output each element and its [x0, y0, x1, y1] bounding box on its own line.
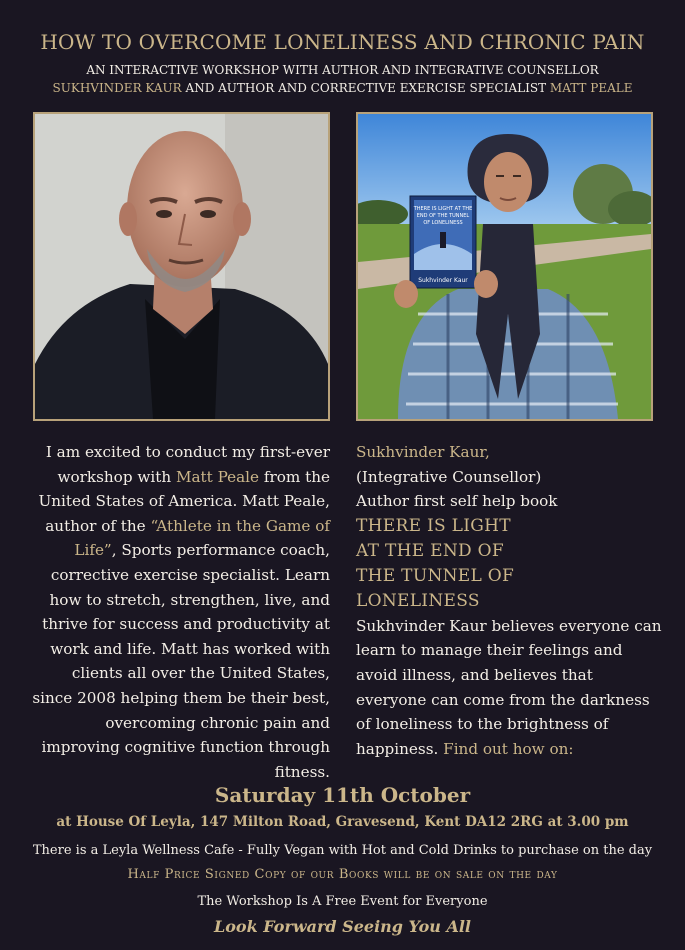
left-name-matt: Matt Peale: [175, 467, 260, 486]
page-title: HOW TO OVERCOME LONELINESS AND CHRONIC PAIN: [40, 30, 645, 54]
book-cover-author: Sukhvinder Kaur: [418, 277, 468, 284]
book-title-line-4: LONELINESS: [356, 590, 480, 611]
svg-text:END OF THE TUNNEL: END OF THE TUNNEL: [416, 213, 470, 219]
left-text-1: I am excited to conduct my first-ever workshop with: [45, 443, 330, 486]
subtitle-line-2: [0, 79, 685, 97]
subtitle-line-1: AN INTERACTIVE WORKSHOP WITH AUTHOR AND INTEGRATIVE COUNSELLOR: [86, 63, 599, 77]
event-venue: at House Of Leyla, 147 Milton Road, Gravesend, Kent DA12 2RG at 3.00 pm: [56, 814, 629, 830]
free-event-note: The Workshop Is A Free Event for Everyone: [197, 894, 488, 909]
book-title-line-3: THE TUNNEL OF: [356, 565, 515, 586]
books-offer: Half Price Signed Copy of our Books will be on sale on the day: [127, 867, 558, 882]
book-cover: [410, 196, 476, 288]
author-name-sukhvinder: SUKHVINDER KAUR: [52, 81, 182, 95]
book-cover-title: THERE IS LIGHT AT THE: [413, 206, 473, 212]
closing-line: Look Forward Seeing You All: [213, 917, 472, 936]
subtitle: [0, 61, 685, 97]
portrait-woman-with-book-illustration: [358, 114, 651, 419]
book-title-line-2: AT THE END OF: [356, 540, 505, 561]
photo-matt-peale: [33, 112, 330, 421]
left-text-2: from the United States of America. Matt Peale, author of the: [38, 467, 330, 535]
left-book-title: “Athlete in the Game of Life”: [74, 516, 330, 560]
portrait-man-illustration: [35, 114, 328, 419]
cafe-note: There is a Leyla Wellness Cafe - Fully Vegan with Hot and Cold Drinks to purchase on the day: [32, 843, 653, 858]
right-role: (Integrative Counsellor): [356, 467, 542, 486]
left-text-3: , Sports performance coach, corrective exercise specialist. Learn how to stretch, strengthen, live, and thrive for success and productivity at work and life. Matt has worked with clients all over the United States, since 2008 helping them be their best, overcoming chronic pain and improving cognitive function through fitness.: [32, 541, 330, 781]
matt-peale-description: [30, 440, 330, 784]
sukhvinder-kaur-description: [356, 440, 666, 761]
right-body-text: Sukhvinder Kaur believes everyone can learn to manage their feelings and avoid illness, and believes that everyone can come from the darkness of loneliness to the brightness of happiness.: [356, 616, 662, 758]
book-title-line-1: THERE IS LIGHT: [356, 515, 511, 536]
author-name-matt: MATT PEALE: [549, 81, 633, 95]
find-out-text: Find out how on:: [443, 739, 574, 758]
event-date: Saturday 11th October: [214, 783, 471, 807]
photo-sukhvinder-kaur: [356, 112, 653, 421]
right-body: [356, 614, 666, 762]
subtitle-mid: AND AUTHOR AND CORRECTIVE EXERCISE SPECIALIST: [181, 81, 550, 95]
svg-text:OF LONELINESS: OF LONELINESS: [423, 220, 463, 226]
right-author-line: Author first self help book: [356, 492, 558, 511]
right-name: Sukhvinder Kaur,: [356, 443, 490, 461]
